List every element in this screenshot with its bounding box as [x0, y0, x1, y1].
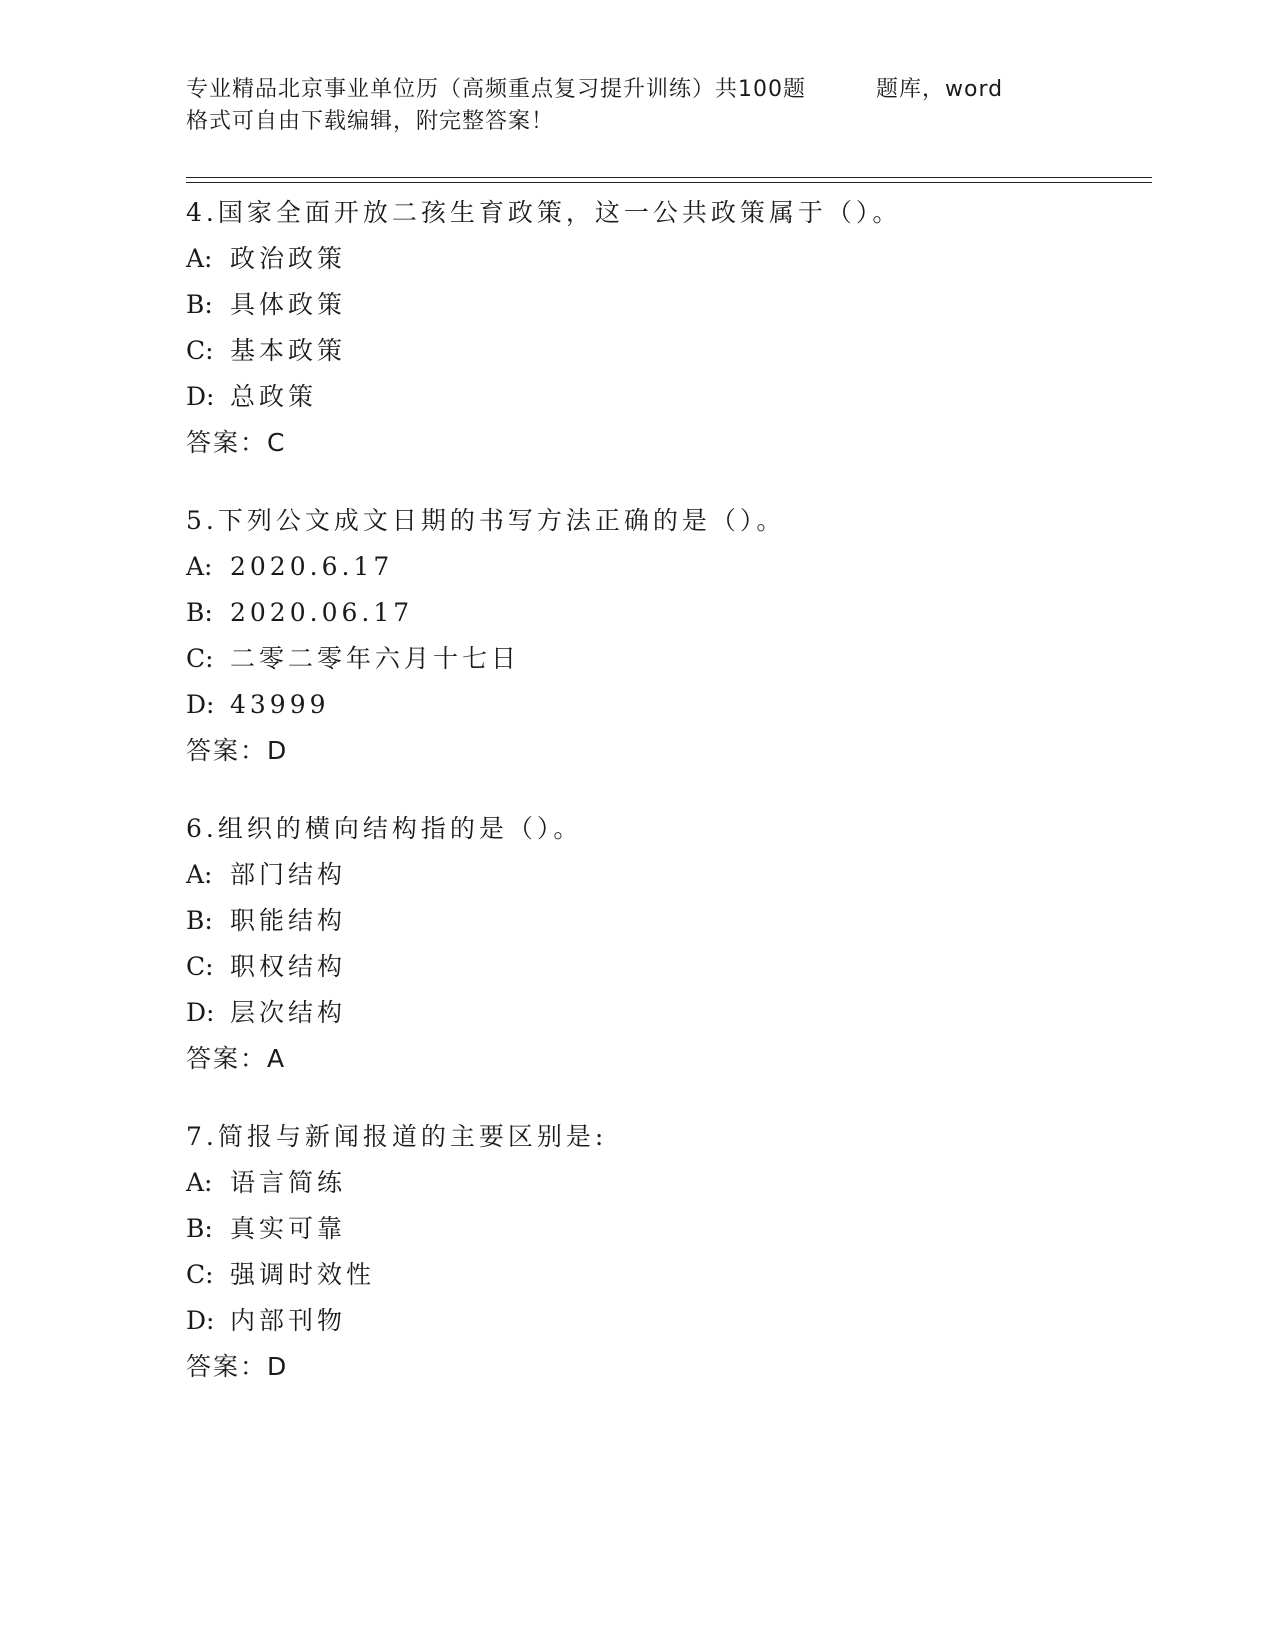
option-text: 基本政策 [230, 336, 347, 365]
option-a [186, 236, 1146, 282]
option-d [186, 990, 1146, 1036]
answer-line: 答案：C [186, 428, 287, 457]
option-text: 政治政策 [230, 244, 347, 273]
option-text: 强调时效性 [230, 1260, 376, 1289]
option-b [186, 898, 1146, 944]
option-letter: A: [186, 552, 213, 581]
option-d [186, 374, 1146, 420]
option-a [186, 1160, 1146, 1206]
option-letter: A: [186, 1168, 213, 1197]
option-d [186, 1298, 1146, 1344]
option-text: 部门结构 [230, 860, 347, 889]
option-a [186, 852, 1146, 898]
option-text: 真实可靠 [230, 1214, 347, 1243]
option-text: 2020.06.17 [230, 598, 414, 627]
option-letter: D: [186, 1306, 215, 1335]
option-b [186, 590, 1146, 636]
option-text: 内部刊物 [230, 1306, 347, 1335]
option-text: 语言简练 [230, 1168, 347, 1197]
option-letter: A: [186, 244, 213, 273]
option-c [186, 636, 1146, 682]
question-stem: 4.国家全面开放二孩生育政策，这一公共政策属于（）。 [186, 198, 902, 227]
option-b [186, 1206, 1146, 1252]
option-text: 43999 [230, 690, 330, 719]
option-text: 总政策 [230, 382, 318, 411]
option-letter: B: [186, 598, 213, 627]
option-text: 层次结构 [230, 998, 347, 1027]
option-text: 2020.6.17 [230, 552, 394, 581]
header-line-1 [186, 74, 1066, 106]
question-stem: 5.下列公文成文日期的书写方法正确的是（）。 [186, 506, 786, 535]
option-c [186, 944, 1146, 990]
option-a [186, 544, 1146, 590]
document-header [186, 74, 1066, 138]
question-item [186, 190, 1146, 466]
answer-line: 答案：A [186, 1044, 287, 1073]
answer-line: 答案：D [186, 736, 289, 765]
question-stem: 7.简报与新闻报道的主要区别是: [186, 1122, 608, 1151]
question-stem: 6.组织的横向结构指的是（）。 [186, 814, 583, 843]
header-divider-top [186, 177, 1152, 178]
option-letter: C: [186, 1260, 214, 1289]
option-text: 职权结构 [230, 952, 347, 981]
question-item [186, 1114, 1146, 1390]
header-title-tail: 题库，word [876, 77, 1004, 102]
option-letter: C: [186, 336, 214, 365]
question-item [186, 806, 1146, 1082]
option-c [186, 328, 1146, 374]
question-item [186, 498, 1146, 774]
option-b [186, 282, 1146, 328]
option-letter: C: [186, 644, 214, 673]
option-c [186, 1252, 1146, 1298]
option-letter: D: [186, 382, 215, 411]
option-text: 二零二零年六月十七日 [230, 644, 521, 673]
option-letter: D: [186, 690, 215, 719]
option-text: 职能结构 [230, 906, 347, 935]
option-letter: B: [186, 290, 213, 319]
answer-line: 答案：D [186, 1352, 289, 1381]
option-letter: C: [186, 952, 214, 981]
option-letter: B: [186, 1214, 213, 1243]
header-line-2: 格式可自由下载编辑，附完整答案！ [186, 109, 555, 134]
option-d [186, 682, 1146, 728]
header-title: 专业精品北京事业单位历（高频重点复习提升训练）共100题 [186, 77, 806, 102]
option-letter: B: [186, 906, 213, 935]
option-text: 具体政策 [230, 290, 347, 319]
question-list [186, 190, 1146, 1422]
header-divider-bottom [186, 182, 1152, 183]
option-letter: D: [186, 998, 215, 1027]
option-letter: A: [186, 860, 213, 889]
